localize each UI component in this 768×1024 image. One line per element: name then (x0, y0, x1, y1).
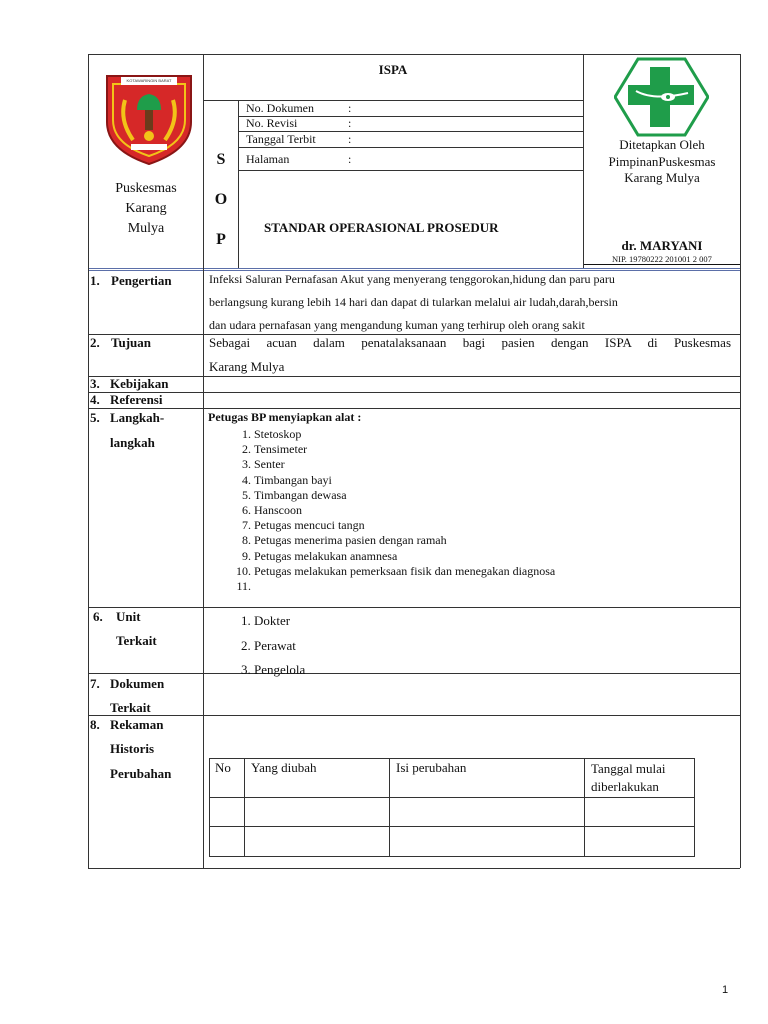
sop-full-title: STANDAR OPERASIONAL PROSEDUR (264, 220, 499, 235)
section-label-langkah: Langkah- (110, 410, 165, 425)
section-label-unit: Unit (116, 609, 141, 624)
change-history-table (209, 758, 695, 857)
list-item: 7. Petugas mencuci tangn (254, 518, 555, 533)
section-number: 6. (93, 609, 103, 624)
sop-letter: P (216, 231, 226, 248)
list-item: 5. Timbangan dewasa (254, 488, 555, 503)
approval-line: Ditetapkan Oleh (619, 137, 705, 152)
section-number: 7. (90, 676, 100, 691)
sop-letter: S (216, 151, 226, 168)
meta-separator: : (348, 152, 352, 166)
approval-block (584, 137, 740, 187)
sop-letter: O (214, 191, 228, 208)
table-header-row (210, 759, 695, 798)
section-label-tujuan: Tujuan (111, 335, 151, 350)
approval-line: PimpinanPuskesmas (608, 153, 716, 169)
approval-line: Karang Mulya (624, 170, 700, 185)
section-label-dokumen: Dokumen (110, 676, 165, 691)
meta-doc-number-label: No. Dokumen (246, 101, 314, 115)
section-label-kebijakan: Kebijakan (110, 376, 169, 391)
list-item: 1. Stetoskop (254, 427, 555, 442)
section-number: 5. (90, 410, 100, 425)
document-title: ISPA (378, 62, 408, 77)
table-cell (585, 827, 695, 857)
logo-lettering: KOTAWARINGIN BARAT (126, 78, 172, 83)
table-header-cell: No (210, 759, 245, 798)
section-label-rekaman: Historis (110, 741, 155, 756)
table-cell (245, 827, 390, 857)
table-cell (585, 798, 695, 827)
list-item: 3. Senter (254, 457, 555, 472)
list-item: 6. Hanscoon (254, 503, 555, 518)
list-item: 8. Petugas menerima pasien dengan ramah (254, 533, 555, 548)
regency-logo (103, 70, 195, 166)
section-label-langkah: langkah (110, 435, 155, 450)
section-number: 2. (90, 335, 100, 350)
organization-name (89, 179, 203, 239)
table-cell (245, 798, 390, 827)
table-header-cell: Isi perubahan (390, 759, 585, 798)
list-item: 1. Dokter (254, 609, 305, 634)
section-number: 1. (90, 273, 100, 288)
meta-separator: : (348, 101, 352, 115)
table-cell (390, 827, 585, 857)
list-item: 2. Tensimeter (254, 442, 555, 457)
table-row (210, 827, 695, 857)
table-row (210, 798, 695, 827)
section-label-referensi: Referensi (110, 392, 163, 407)
section-label-dokumen: Terkait (110, 700, 151, 715)
section-number: 4. (90, 392, 100, 407)
puskesmas-logo (614, 57, 709, 137)
list-item (254, 579, 555, 594)
unit-list (230, 609, 305, 683)
page-number: 1 (722, 984, 729, 996)
meta-page-label: Halaman (246, 152, 290, 166)
list-item: 10. Petugas melakukan pemerksaan fisik dan menegakan diagnosa (254, 564, 555, 579)
section-number: 8. (90, 717, 100, 732)
table-cell (210, 798, 245, 827)
list-item: 3. Pengelola (254, 658, 305, 683)
section-label-pengertian: Pengertian (111, 273, 172, 288)
org-name-line: Karang (125, 201, 167, 216)
org-name-line: Mulya (127, 221, 165, 236)
meta-separator: : (348, 132, 352, 146)
langkah-list (230, 427, 555, 594)
meta-revision-label: No. Revisi (246, 116, 298, 130)
tujuan-text-line: Sebagai acuan dalam penatalaksanaan bagi pasien dengan ISPA di Puskesmas (209, 335, 731, 350)
section-label-unit: Terkait (116, 633, 157, 648)
table-cell (390, 798, 585, 827)
health-cross-icon (614, 57, 709, 137)
sop-letters (204, 140, 238, 260)
pengertian-text-line: dan udara pernafasan yang mengandung kuman yang terhirup oleh orang sakit (209, 318, 585, 332)
langkah-intro: Petugas BP menyiapkan alat : (208, 410, 362, 424)
list-item: 4. Timbangan bayi (254, 473, 555, 488)
pengertian-text-line: berlangsung kurang lebih 14 hari dan dapat di tularkan melalui air ludah,darah,bersin (209, 295, 618, 309)
signer-nip: NIP. 19780222 201001 2 007 (584, 254, 740, 265)
meta-issue-date-label: Tanggal Terbit (246, 132, 316, 146)
list-item: 2. Perawat (254, 634, 305, 659)
section-number: 3. (90, 376, 100, 391)
table-header-cell: Tanggal mulai diberlakukan (585, 759, 695, 798)
org-name-line: Puskesmas (115, 181, 177, 196)
signer-name: dr. MARYANI (621, 238, 703, 253)
tujuan-text-line: Karang Mulya (209, 359, 285, 374)
section-label-rekaman: Perubahan (110, 766, 172, 781)
table-header-cell: Yang diubah (245, 759, 390, 798)
meta-separator: : (348, 116, 352, 130)
table-cell (210, 827, 245, 857)
pengertian-text-line: Infeksi Saluran Pernafasan Akut yang menyerang tenggorokan,hidung dan paru paru (209, 272, 615, 286)
list-item: 9. Petugas melakukan anamnesa (254, 549, 555, 564)
section-label-rekaman: Rekaman (110, 717, 164, 732)
